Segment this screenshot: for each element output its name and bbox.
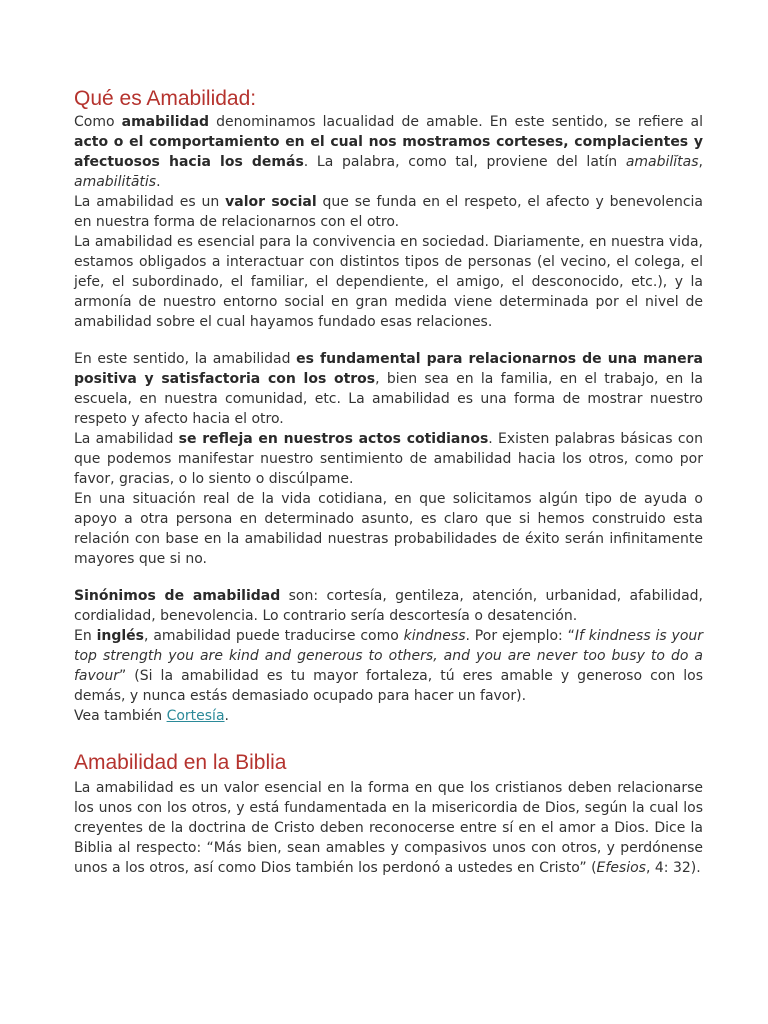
paragraph-definition: Como amabilidad denominamos lacualidad de amable. En este sentido, se refiere al acto o el comportamiento en el cual nos mostramos corteses, complacientes y afectuosos hacia los demás. La palabra, como tal, proviene del latín amabilĭtas, amabilitātis. bbox=[74, 114, 703, 190]
paragraph-situacion-real: En una situación real de la vida cotidiana, en que solicitamos algún tipo de ayuda o apoyo a otra persona en determinado asunto, es claro que si hemos construido esta relación con base en la amabilidad nuestras probabilidades de éxito serán infinitamente mayores que si no. bbox=[74, 491, 703, 567]
cortesia-link[interactable]: Cortesía bbox=[166, 708, 225, 724]
section-title-que-es-amabilidad: Qué es Amabilidad: bbox=[74, 87, 257, 110]
article bbox=[74, 86, 703, 878]
paragraph-biblia: La amabilidad es un valor esencial en la forma en que los cristianos deben relacionarse los unos con los otros, y está fundamentada en la misericordia de Dios, según la cual los creyentes de la doctrina de Cristo deben reconocerse entre sí en el amor a Dios. Dice la Biblia al respecto: “Más bien, sean amables y compasivos unos con otros, y perdónense unos a los otros, así como Dios también los perdonó a ustedes en Cristo” (Efesios, 4: 32). bbox=[74, 780, 703, 876]
paragraph-valor-social: La amabilidad es un valor social que se funda en el respeto, el afecto y benevolencia en nuestra forma de relacionarnos con el otro. bbox=[74, 194, 703, 230]
paragraph-ingles: En inglés, amabilidad puede traducirse como kindness. Por ejemplo: “If kindness is your top strength you are kind and generous to others, and you are never too busy to do a favour” (Si la amabilidad es tu mayor fortaleza, tú eres amable y generoso con los demás, y nunca estás demasiado ocupado para hacer un favor). bbox=[74, 628, 704, 704]
paragraph-sinonimos: Sinónimos de amabilidad son: cortesía, gentileza, atención, urbanidad, afabilidad, cordialidad, benevolencia. Lo contrario sería descortesía o desatención. bbox=[74, 588, 703, 624]
paragraph-relacionarnos: En este sentido, la amabilidad es fundamental para relacionarnos de una manera positiva y satisfactoria con los otros, bien sea en la familia, en el trabajo, en la escuela, en nuestra comunidad, etc. La amabilidad es una forma de mostrar nuestro respeto y afecto hacia el otro. bbox=[74, 351, 703, 427]
section-title-amabilidad-biblia: Amabilidad en la Biblia bbox=[74, 751, 287, 774]
paragraph-convivencia: La amabilidad es esencial para la convivencia en sociedad. Diariamente, en nuestra vida, estamos obligados a interactuar con distintos tipos de personas (el vecino, el colega, el jefe, el subordinado, el familiar, el dependiente, el amigo, el desconocido, etc.), y la armonía de nuestro entorno social en gran medida viene determinada por el nivel de amabilidad sobre el cual hayamos fundado esas relaciones. bbox=[74, 234, 703, 330]
paragraph-vea-tambien: Vea también Cortesía. bbox=[74, 708, 229, 724]
paragraph-actos-cotidianos: La amabilidad se refleja en nuestros actos cotidianos. Existen palabras básicas con que podemos manifestar nuestro sentimiento de amabilidad hacia los otros, como por favor, gracias, o lo siento o discúlpame. bbox=[74, 431, 703, 487]
